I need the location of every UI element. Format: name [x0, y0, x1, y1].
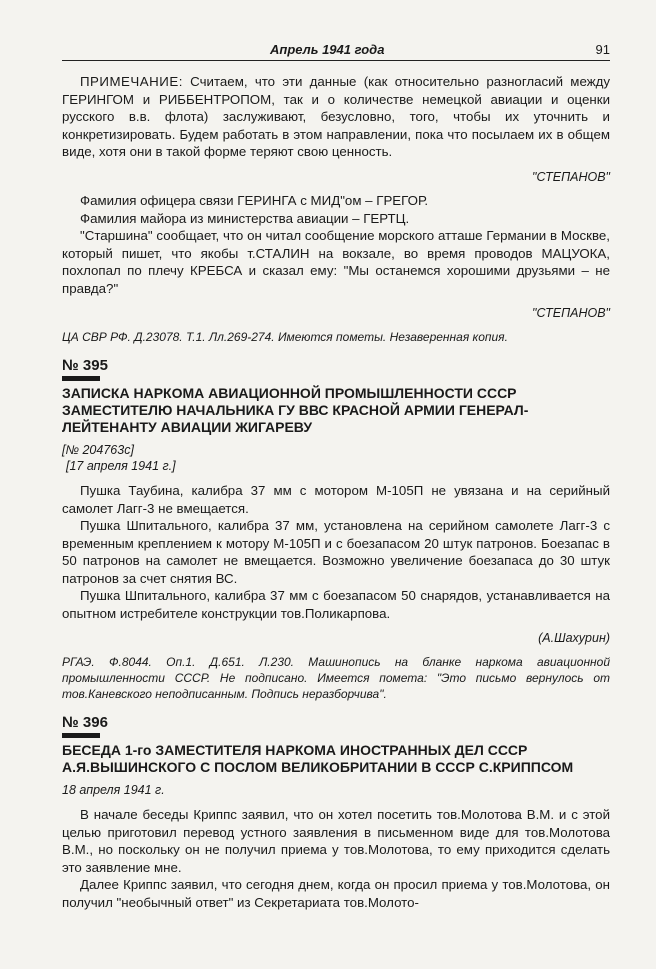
body-paragraph: Пушка Таубина, калибра 37 мм с мотором М-105П не увязана и на серийный самолет Лагг-3 не вмещается.: [62, 483, 610, 516]
running-header: [62, 40, 610, 61]
signature: "СТЕПАНОВ": [532, 169, 610, 184]
signature: (А.Шахурин): [538, 631, 610, 645]
document-title: БЕСЕДА 1-го ЗАМЕСТИТЕЛЯ НАРКОМА ИНОСТРАННЫХ ДЕЛ СССР А.Я.ВЫШИНСКОГО С ПОСЛОМ ВЕЛИКОБРИТАНИИ В СССР С.КРИППСОМ: [62, 742, 574, 775]
body-paragraph: Пушка Шпитального, калибра 37 мм с боезапасом 50 снарядов, устанавливается на опытном истребителе конструкции тов.Поликарпова.: [62, 588, 610, 621]
page: [62, 40, 610, 911]
document-number: № 396: [62, 713, 108, 731]
names-paragraph: "Старшина" сообщает, что он читал сообщение морского атташе Германии в Москве, который пишет, что якобы т.СТАЛИН на вокзале, во время проводов МАЦУОКА, похлопал по плечу КРЕБСА и сказал ему: "Мы останемся хорошими друзьями – не правда?": [62, 228, 610, 296]
content: [62, 73, 610, 911]
signature: "СТЕПАНОВ": [532, 306, 610, 320]
document-number-bar: [62, 733, 100, 738]
document-number: № 395: [62, 356, 108, 374]
note-text: Считаем, что эти данные (как относительно разногласий между ГЕРИНГОМ и РИББЕНТРОПОМ, так и о количестве немецкой авиации и оценки русского в.в. флота) заслуживают, безусловно, того, чтобы их уточнить и конкретизировать. Будем работать в этом направлении, пока что посылаем их в общем виде, хотя они в такой форме теряют свою ценность.: [62, 74, 610, 159]
header-title: Апрель 1941 года: [270, 42, 385, 57]
body-paragraph: Далее Криппс заявил, что сегодня днем, когда он просил приема у тов.Молотова, он получил "необычный ответ" из Секретариата тов.Молото-: [62, 877, 610, 910]
note-label: ПРИМЕЧАНИЕ:: [80, 74, 183, 89]
document-date: 18 апреля 1941 г.: [62, 783, 165, 797]
document-number-bar: [62, 376, 100, 381]
names-line-1: Фамилия офицера связи ГЕРИНГА с МИД"ом – ГРЕГОР.: [80, 193, 429, 208]
names-line-2: Фамилия майора из министерства авиации – ГЕРТЦ.: [80, 210, 410, 226]
document-title: ЗАПИСКА НАРКОМА АВИАЦИОННОЙ ПРОМЫШЛЕННОСТИ СССР ЗАМЕСТИТЕЛЮ НАЧАЛЬНИКА ГУ ВВС КРАСНОЙ АРМИИ ГЕНЕРАЛ-ЛЕЙТЕНАНТУ АВИАЦИИ ЖИГАРЕВУ: [62, 385, 529, 435]
archive-source: РГАЭ. Ф.8044. Оп.1. Д.651. Л.230. Машинопись на бланке наркома авиационной промышленности СССР. Не подписано. Имеется помета: "Это письмо вернулось от тов.Каневского неподписанным. Подпись неразборчива".: [62, 654, 610, 701]
body-paragraph: В начале беседы Криппс заявил, что он хотел посетить тов.Молотова В.М. и с этой целью приготовил перевод устного заявления в письменном виде для тов.Молотова В.М., но поскольку он не получил приема у тов.Молотова, то ему приходится сделать это заявление мне.: [62, 807, 610, 875]
archive-source: ЦА СВР РФ. Д.23078. Т.1. Лл.269-274. Имеются пометы. Незаверенная копия.: [62, 329, 508, 344]
note-paragraph: [62, 73, 610, 161]
document-reference: [№ 204763с]: [62, 443, 134, 457]
page-number: 91: [595, 42, 610, 57]
document-date: [17 апреля 1941 г.]: [66, 459, 176, 473]
body-paragraph: Пушка Шпитального, калибра 37 мм, установлена на серийном самолете Лагг-3 с временным креплением к мотору М-105П и с боезапасом 20 штук патронов. Боезапас в 50 патронов на самолет не вмещается. Возможно увеличение боезапаса до 30 штук патронов за счет снятия ВС.: [62, 518, 610, 586]
